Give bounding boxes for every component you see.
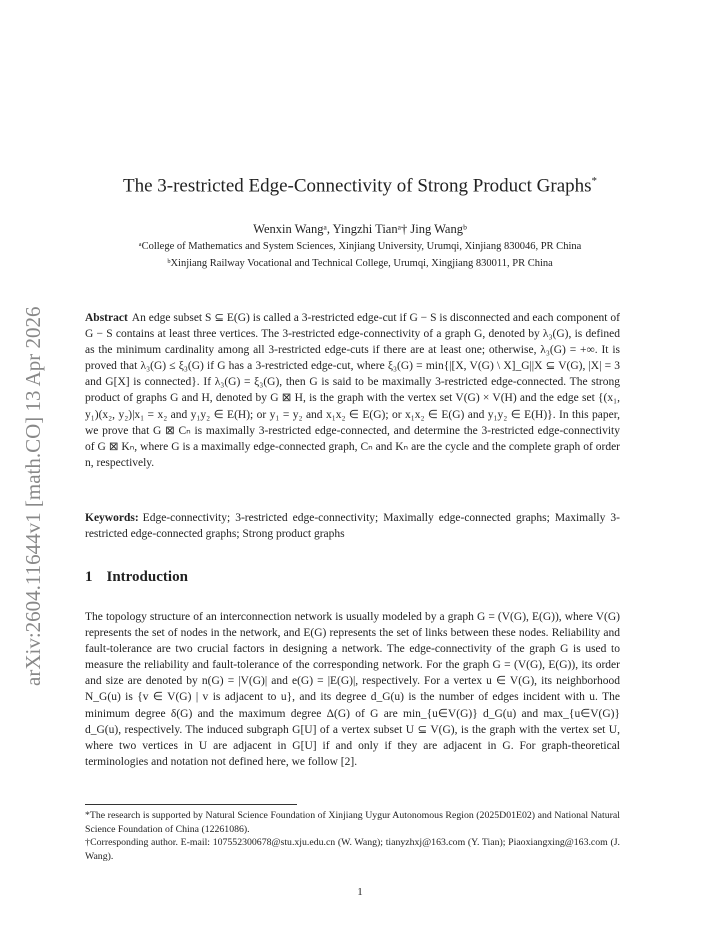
footnote-corresponding: †Corresponding author. E-mail: 107552300678@stu.xju.edu.cn (W. Wang); tianyzhxj@163.com (Y. Tian); Piaoxiangxing@163.com (J. Wang). [85,837,620,862]
keywords-text: Edge-connectivity; 3-restricted edge-connectivity; Maximally edge-connected graphs; Maximally 3-restricted edge-connected graphs; Strong product graphs [85,512,620,541]
footnote-divider [85,804,297,805]
abstract-label: Abstract [85,312,128,324]
paper-title-text: The 3-restricted Edge-Connectivity of Strong Product Graphs [122,175,592,197]
section-number: 1 [85,569,93,585]
arxiv-identifier-text: arXiv:2604.11644v1 [math.CO] 13 Apr 2026 [21,306,45,686]
title-footnote-mark: * [591,175,598,187]
section-heading [85,569,188,586]
paper-title [0,175,720,197]
footnote-funding: *The research is supported by Natural Science Foundation of Xinjiang Uygur Autonomous Region (2025D01E02) and National Natural Science Foundation of China (12261086). [85,810,620,835]
keywords-label: Keywords: [85,512,139,524]
introduction-paragraph: The topology structure of an interconnection network is usually modeled by a graph G = (V(G), E(G)), where V(G) represents the set of nodes in the network, and E(G) represents the set of links between these nodes. Reliability and fault-tolerance are two crucial factors in designing a network. The edge-connectivity of the graph G is used to measure the reliability and fault-tolerance of the corresponding network. For the graph G = (V(G), E(G)), its order and size are denoted by n(G) = |V(G)| and e(G) = |E(G)|, respectively. For a vertex u ∈ V(G), its neighborhood N_G(u) is {v ∈ V(G) | v is adjacent to u}, and its degree d_G(u) is the number of edges incident with u. The minimum degree δ(G) and the maximum degree Δ(G) of G are min_{u∈V(G)} d_G(u) and max_{u∈V(G)} d_G(u), respectively. The induced subgraph G[U] of a vertex subset U ⊆ V(G), is the graph with the vertex set U, where two vertices in U are adjacent in G[U] if and only if they are adjacent in G. For graph-theoretical terminologies and notation not defined here, we follow [2]. [85,611,620,768]
page-number: 1 [357,886,363,898]
abstract-text: An edge subset S ⊆ E(G) is called a 3-restricted edge-cut if G − S is disconnected and each component of G − S contains at least three vertices. The 3-restricted edge-connectivity of a graph G, denoted by λ₃(G), is defined as the minimum cardinality among all 3-restricted edge-cuts if there are at least one; otherwise, λ₃(G) = +∞. It is proved that λ₃(G) ≤ ξ₃(G) if G has a 3-restricted edge-cut, where ξ₃(G) = min{|[X, V(G) \ X]_G||X ⊆ V(G), |X| = 3 and G[X] is connected}. If λ₃(G) = ξ₃(G), then G is said to be maximally 3-restricted edge-connected. The strong product of graphs G and H, denoted by G ⊠ H, is the graph with the vertex set V(G) × V(H) and the edge set {(x₁, y₁)(x₂, y₂)|x₁ = x₂ and y₁y₂ ∈ E(H); or y₁ = y₂ and x₁x₂ ∈ E(G); or x₁x₂ ∈ E(G) and y₁y₂ ∈ E(H)}. In this paper, we prove that G ⊠ Cₙ is maximally 3-restricted edge-connected, and determine the 3-restricted edge-connectivity of G ⊠ Kₙ, where G is a maximally edge-connected graph, Cₙ and Kₙ are the cycle and the complete graph of order n, respectively. [85,312,620,469]
arxiv-identifier [10,250,50,690]
author-list: Wenxin Wangᵃ, Yingzhi Tianᵃ† Jing Wangᵇ [253,222,467,236]
abstract [85,310,620,471]
section-title: Introduction [106,569,188,585]
affiliation-a: ᵃCollege of Mathematics and System Sciences, Xinjiang University, Urumqi, Xinjiang 830046, PR China [138,241,582,252]
keywords [85,510,620,542]
affiliation-b: ᵇXinjiang Railway Vocational and Technical College, Urumqi, Xingjiang 830011, PR China [167,258,553,269]
